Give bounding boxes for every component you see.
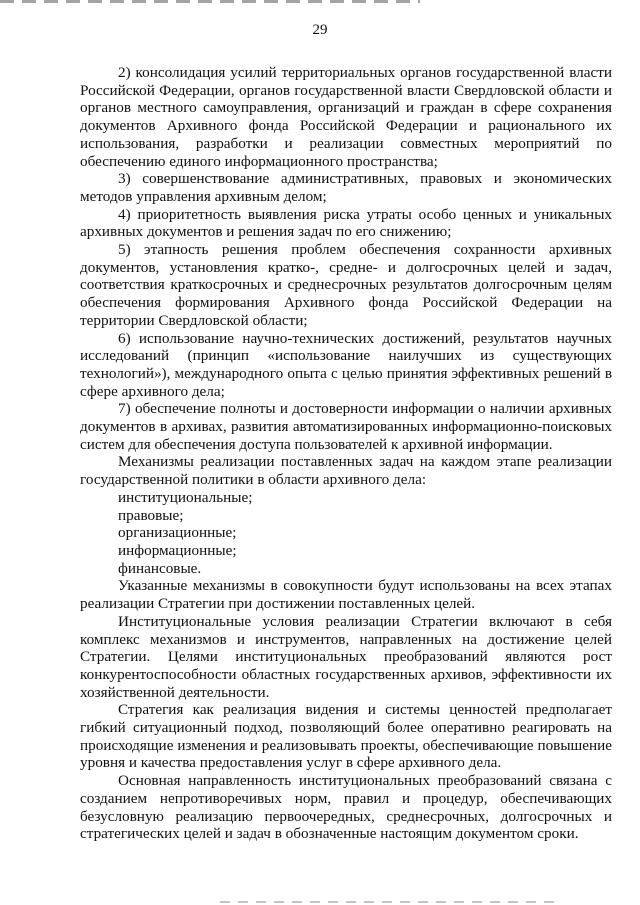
- scan-artifact-bottom: [220, 901, 560, 903]
- mechanism-financial: финансовые.: [118, 559, 202, 577]
- paragraph-item-7: 7) обеспечение полноты и достоверности информации о наличии архивных документов в архивах, развития автоматизированных информационно-поисковых систем для обеспечения доступа пользователей к архивной информации.: [80, 400, 612, 453]
- paragraph-item-4: 4) приоритетность выявления риска утраты особо ценных и уникальных архивных документов и решения задач по его снижению;: [80, 205, 612, 241]
- paragraph-mechanisms-usage: Указанные механизмы в совокупности будут использованы на всех этапах реализации Стратегии при достижении поставленных целей.: [80, 577, 612, 613]
- mechanism-institutional: институциональные;: [118, 488, 253, 506]
- paragraph-item-6: 6) использование научно-технических достижений, результатов научных исследований (принцип «использование наилучших из существующих технологий»), международного опыта с целью принятия эффективных решений в сфере архивного дела;: [80, 329, 612, 400]
- paragraph-main-direction: Основная направленность институциональных преобразований связана с созданием непротиворечивых норм, правил и процедур, обеспечивающих безусловную реализацию первоочередных, среднесрочных, долгосрочных и стратегических целей и задач в обозначенные настоящим документом сроки.: [80, 772, 612, 843]
- paragraph-item-5: 5) этапность решения проблем обеспечения сохранности архивных документов, установления кратко-, средне- и долгосрочных целей и задач, соответствия краткосрочных и среднесрочных результатов долгосрочным целям обеспечения формирования Архивного фонда Российской Федерации на территории Свердловской области;: [80, 241, 612, 329]
- page-number: 29: [312, 22, 328, 38]
- paragraph-strategy-vision: Стратегия как реализация видения и системы ценностей предполагает гибкий ситуационный подход, позволяющий более оперативно реагировать на происходящие изменения и реализовывать проекты, обеспечивающие повышение уровня и качества предоставления услуг в сфере архивного дела.: [80, 701, 612, 772]
- mechanism-organizational: организационные;: [118, 524, 237, 542]
- paragraph-mechanisms-intro: Механизмы реализации поставленных задач на каждом этапе реализации государственной политики в области архивного дела:: [80, 453, 612, 489]
- paragraph-institutional-conditions: Институциональные условия реализации Стратегии включают в себя комплекс механизмов и инструментов, направленных на достижение целей Стратегии. Целями институциональных преобразований являются рост конкурентоспособности областных государственных архивов, эффективности их хозяйственной деятельности.: [80, 612, 612, 701]
- mechanism-legal: правовые;: [118, 506, 184, 524]
- document-body: [80, 64, 612, 843]
- paragraph-item-2: 2) консолидация усилий территориальных органов государственной власти Российской Федерации, органов государственной власти Свердловской области и органов местного самоуправления, организаций и граждан в сфере сохранения документов Архивного фонда Российской Федерации и рационального их использования, разработки и реализации совместных мероприятий по обеспечению единого информационного пространства;: [80, 64, 612, 170]
- mechanism-informational: информационные;: [118, 541, 237, 559]
- paragraph-item-3: 3) совершенствование административных, правовых и экономических методов управления архивным делом;: [80, 170, 612, 205]
- scan-artifact-top: [0, 0, 420, 3]
